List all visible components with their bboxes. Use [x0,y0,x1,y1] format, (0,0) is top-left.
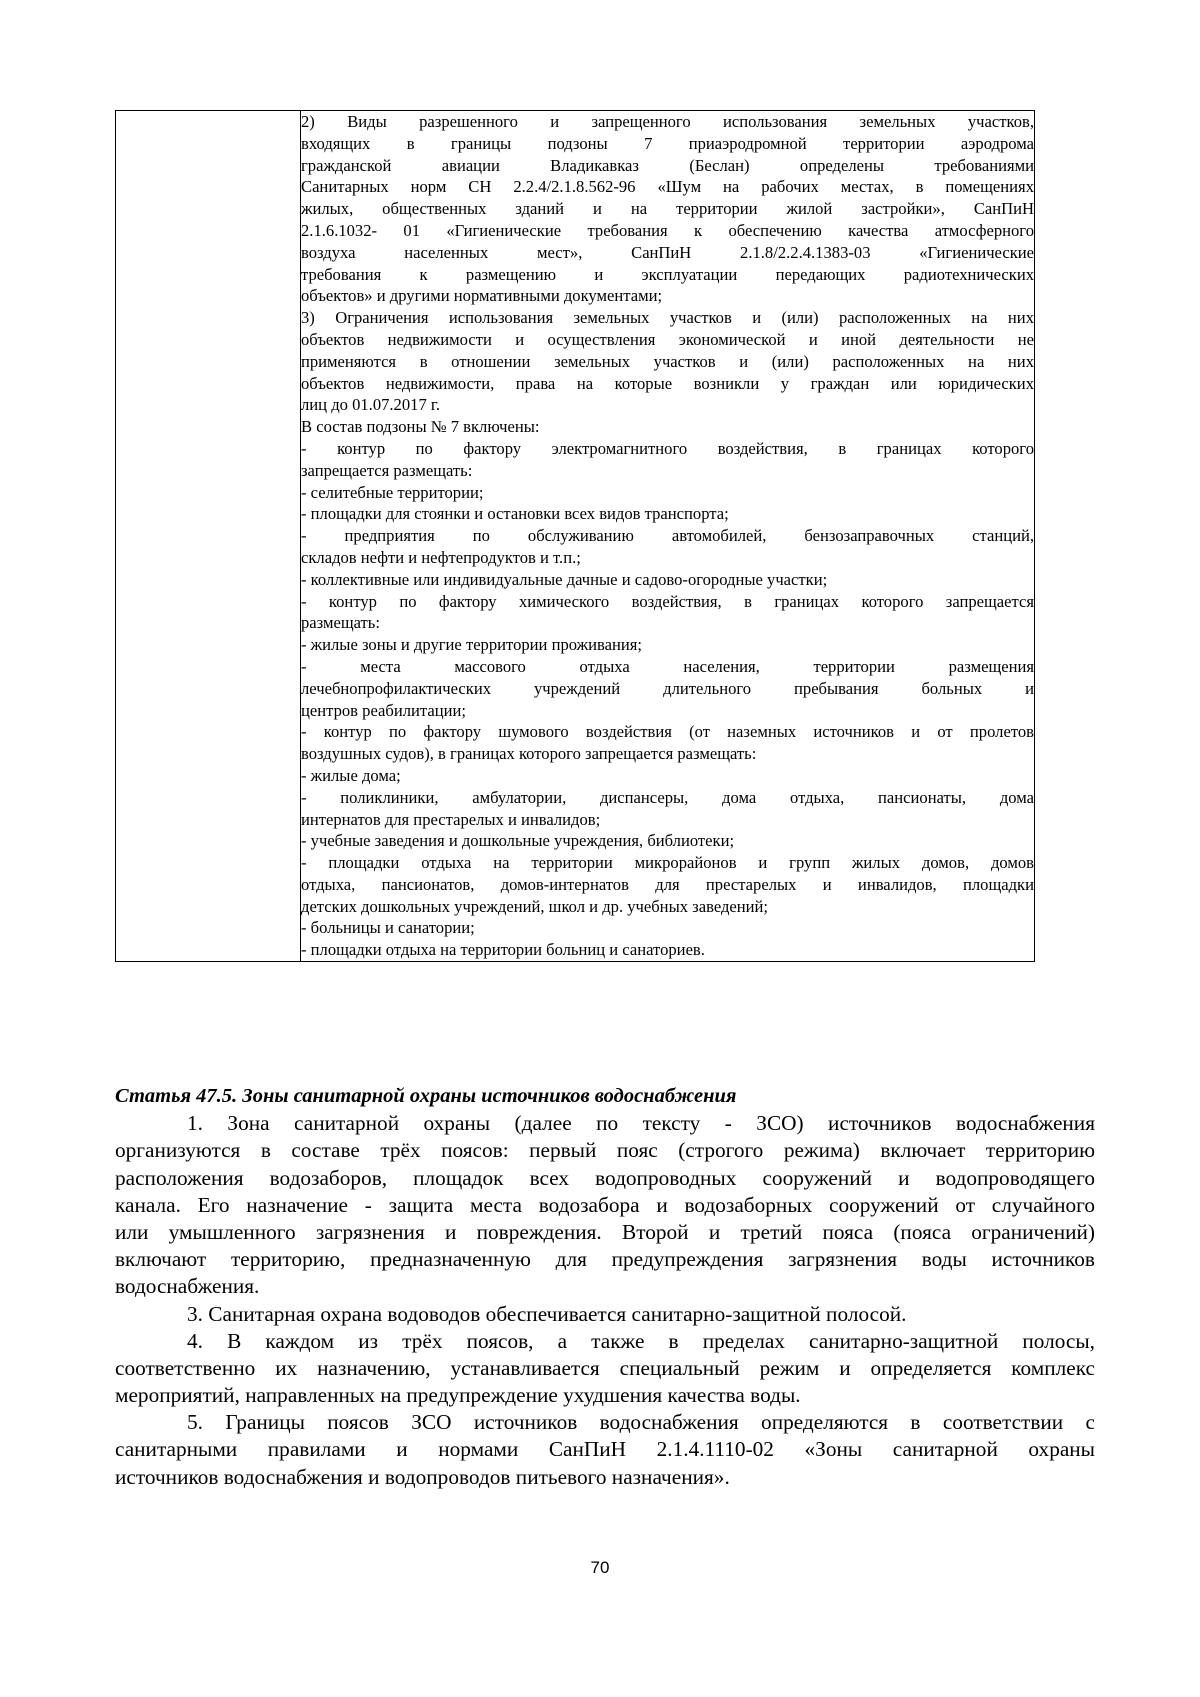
paragraph-line: 3. Санитарная охрана водоводов обеспечивается санитарно-защитной полосой. [187,1301,907,1326]
table-text-line: детских дошкольных учреждений, школ и др. учебных заведений; [301,896,769,916]
table-text-line: - контур по фактору электромагнитного воздействия, в границах которого [301,438,1034,458]
table-text-line: объектов недвижимости, права на которые возникли у граждан или юридических [301,373,1034,393]
table-text-line: - коллективные или индивидуальные дачные и садово-огородные участки; [301,569,828,589]
table-cell-empty [116,111,301,962]
table-text-line: - места массового отдыха населения, территории размещения [301,656,1034,676]
table-text-line: - контур по фактору химического воздействия, в границах которого запрещается [301,591,1034,611]
table-text-line: - жилые дома; [301,765,401,785]
table-text-line: гражданской авиации Владикавказ (Беслан) определены требованиями [301,155,1034,175]
table-text-line: - предприятия по обслуживанию автомобилей, бензозаправочных станций, [301,526,1034,546]
regulations-table [115,110,1035,962]
paragraph-line: включают территорию, предназначенную для предупреждения загрязнения воды источников [115,1247,1095,1272]
table-text-line: В состав подзоны № 7 включены: [301,417,540,437]
table-text-line: - контур по фактору шумового воздействия (от наземных источников и от пролетов [301,722,1034,742]
table-text-line: центров реабилитации; [301,700,466,720]
table-text-line: Санитарных норм СН 2.2.4/2.1.8.562-96 «Шум на рабочих местах, в помещениях [301,177,1034,197]
table-text-line: лиц до 01.07.2017 г. [301,395,440,415]
table-text-line: жилых, общественных зданий и на территории жилой застройки», СанПиН [301,199,1034,219]
paragraph-line: мероприятий, направленных на предупреждение ухудшения качества воды. [115,1383,801,1408]
paragraph-line: или умышленного загрязнения и повреждения. Второй и третий пояса (пояса ограничений) [115,1219,1095,1244]
table-text-line: отдыха, пансионатов, домов-интернатов для престарелых и инвалидов, площадки [301,874,1034,894]
article-paragraph [115,1409,1095,1491]
page-number: 70 [590,1558,610,1577]
table-text-line: - поликлиники, амбулатории, диспансеры, дома отдыха, пансионаты, дома [301,787,1034,807]
table-text-line: - площадки отдыха на территории больниц и санаториев. [301,940,705,960]
table-row [116,111,1035,962]
table-text-line: воздушных судов), в границах которого запрещается размещать: [301,744,757,764]
paragraph-line: источников водоснабжения и водопроводов питьевого назначения». [115,1464,730,1489]
table-text-line: размещать: [301,613,380,633]
table-text-line: запрещается размещать: [301,460,473,480]
table-text-line: объектов недвижимости и осуществления экономической и иной деятельности не [301,329,1034,349]
table-text-line: 2.1.6.1032- 01 «Гигиенические требования к обеспечению качества атмосферного [301,220,1034,240]
article-paragraph [115,1301,1095,1328]
table-text-line: - больницы и санатории; [301,918,475,938]
table-text-line: - селитебные территории; [301,482,484,502]
article-paragraph [115,1328,1095,1410]
table-text-line: 2) Виды разрешенного и запрещенного использования земельных участков, [301,112,1034,131]
paragraph-line: канала. Его назначение - защита места водозабора и водозаборных сооружений от случайного [115,1192,1095,1217]
table-text-line: - учебные заведения и дошкольные учреждения, библиотеки; [301,831,735,851]
table-text-line: - жилые зоны и другие территории проживания; [301,635,642,655]
paragraph-line: соответственно их назначению, устанавливается специальный режим и определяется комплекс [115,1355,1095,1380]
table-text-line: интернатов для престарелых и инвалидов; [301,809,601,829]
article-body [115,1110,1095,1491]
table-text-line: требования к размещению и эксплуатации передающих радиотехнических [301,264,1034,284]
paragraph-line: 4. В каждом из трёх поясов, а также в пределах санитарно-защитной полосы, [187,1328,1095,1353]
paragraph-line: санитарными правилами и нормами СанПиН 2.1.4.1110-02 «Зоны санитарной охраны [115,1437,1095,1462]
paragraph-line: водоснабжения. [115,1274,260,1299]
table-text-line: складов нефти и нефтепродуктов и т.п.; [301,547,581,567]
table-text-line: - площадки отдыха на территории микрорайонов и групп жилых домов, домов [301,853,1034,873]
article-title: Статья 47.5. Зоны санитарной охраны источников водоснабжения [115,1085,737,1107]
table-text-line: 3) Ограничения использования земельных участков и (или) расположенных на них [301,308,1034,328]
article-paragraph [115,1110,1095,1300]
table-text-line: применяются в отношении земельных участков и (или) расположенных на них [301,351,1034,371]
article-section [115,1083,1095,1491]
table-text-line: - площадки для стоянки и остановки всех видов транспорта; [301,504,729,524]
table-cell-text [301,111,1035,962]
table-text-line: воздуха населенных мест», СанПиН 2.1.8/2.2.4.1383-03 «Гигиенические [301,242,1034,262]
paragraph-line: 5. Границы поясов ЗСО источников водоснабжения определяются в соответствии с [187,1410,1095,1435]
paragraph-line: организуются в составе трёх поясов: первый пояс (строгого режима) включает территорию [115,1138,1095,1163]
paragraph-line: 1. Зона санитарной охраны (далее по тексту - ЗСО) источников водоснабжения [187,1111,1095,1136]
table-text-line: объектов» и другими нормативными документами; [301,286,663,306]
table-text-line: лечебнопрофилактических учреждений длительного пребывания больных и [301,678,1034,698]
table-text-line: входящих в границы подзоны 7 приаэродромной территории аэродрома [301,133,1034,153]
paragraph-line: расположения водозаборов, площадок всех водопроводных сооружений и водопроводящего [115,1165,1095,1190]
